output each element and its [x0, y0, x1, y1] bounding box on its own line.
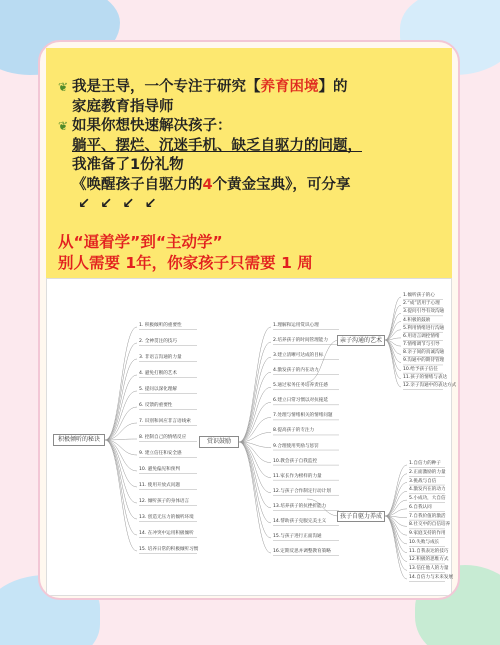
- leaf-icon: ❦: [58, 80, 69, 94]
- mind-map-top-right-item: 2.“成”活用于心理: [403, 301, 440, 307]
- mind-map-mid-item: 7.处理与情绪相关的情绪问题: [273, 413, 333, 419]
- mind-map-top-right-item: 5.利用情绪进行沟通: [403, 325, 445, 331]
- connector-line: [385, 516, 407, 561]
- connector-line: [239, 442, 271, 538]
- connector-line: [385, 474, 407, 516]
- intro-text: [58, 78, 438, 215]
- mind-map-connectors: [47, 279, 453, 597]
- mind-map-mid-item: 12.与孩子合作制定行动计划: [273, 488, 331, 494]
- mind-map-mid-item: 16.定期反思并调整教育策略: [273, 549, 331, 554]
- mind-map-mid-item: 2.培养孩子的时间管理能力: [273, 338, 328, 344]
- node-right-top: 亲子沟通的艺术: [337, 335, 385, 346]
- mind-map-bottom-right-item: 4.激发内在的动力: [409, 487, 446, 493]
- mind-map-mid-item: 5.通过家务任务培养责任感: [273, 383, 328, 389]
- mind-map-bottom-right-item: 14.自信力与未来发展: [409, 575, 454, 580]
- mind-map-left-item: 12. 倾听孩子的身体语言: [139, 499, 190, 504]
- connector-line: [385, 483, 407, 516]
- intro-line-6: 《唤醒孩子自驱力的4个黄金宝典》，可分享: [72, 176, 351, 193]
- mind-map-top-right-item: 10.给予孩子信任: [403, 366, 438, 372]
- connector-line: [385, 297, 401, 340]
- connector-line: [105, 440, 137, 519]
- mind-map-mid-item: 14.帮助孩子克服完美主义: [273, 518, 327, 524]
- mind-map-top-right-item: 7.情绪调节与引导: [403, 342, 440, 348]
- mind-map-left-item: 6. 反馈的重要性: [139, 403, 173, 408]
- headline-line-1: 从“逼着学”到“主动学”: [58, 233, 223, 251]
- mind-map-bottom-right-item: 13.信任他人的力量: [409, 566, 449, 572]
- mind-map-left-item: 2. 全神贯注的技巧: [139, 339, 178, 344]
- connector-line: [239, 327, 271, 442]
- poster-card: [38, 40, 460, 600]
- mind-map-top-right-item: 4.积极的鼓励: [403, 317, 431, 323]
- mind-map-left-item: 15. 培养日常的积极倾听习惯: [139, 547, 199, 552]
- connector-line: [385, 340, 401, 354]
- mind-map-mid-item: 6.建立日常习惯以对抗拖延: [273, 398, 328, 404]
- headline: [58, 232, 313, 274]
- mind-map-bottom-right-item: 9.家庭支持的作用: [409, 531, 446, 537]
- mind-map-bottom-right-item: 5.小成功，大自信: [409, 496, 446, 502]
- intro-line-5: 我准备了1份礼物: [72, 157, 184, 173]
- mind-map-mid-item: 1.理解和运用赏识心理: [273, 323, 319, 328]
- connector-line: [239, 372, 271, 442]
- mind-map-mid-item: 15.与孩子进行正面沟通: [273, 533, 322, 539]
- mind-map-mid-item: 3.建立清晰可达成的目标: [273, 353, 324, 359]
- connector-line: [105, 440, 137, 503]
- mind-map-mid-item: 10.教会孩子自我监控: [273, 458, 318, 464]
- mind-map-mid-item: 11.家长作为榜样的力量: [273, 473, 322, 479]
- mind-map: [46, 278, 457, 596]
- connector-line: [385, 500, 407, 516]
- intro-line-3: ❦ 如果你想快速解决孩子：: [58, 117, 438, 137]
- intro-line-2: 家庭教育指导师: [72, 98, 174, 115]
- mind-map-left-item: 11. 使用开放式问题: [139, 483, 180, 488]
- connector-line: [239, 442, 271, 553]
- mind-map-mid-item: 9.合理使用奖励与惩罚: [273, 443, 319, 449]
- mind-map-left-item: 1. 积极倾听的重要性: [139, 323, 182, 328]
- mind-map-top-right-item: 3.提问引导有效沟通: [403, 309, 445, 315]
- connector-line: [385, 516, 407, 535]
- node-center-left: 积极倾听的秘诀: [53, 434, 105, 446]
- mind-map-bottom-right-item: 11.自我表达的技巧: [409, 548, 449, 554]
- mind-map-bottom-right-item: 12.积极的思维方式: [409, 557, 449, 563]
- intro-line-4: 躺平、摆烂、沉迷手机、缺乏自驱力的问题，: [72, 137, 362, 154]
- highlight-text: 养育困境: [260, 79, 319, 95]
- mind-map-left-item: 8. 控制自己的情绪反应: [139, 435, 187, 440]
- mind-map-bottom-right-item: 8.社交中的自信培养: [409, 522, 451, 528]
- mind-map-left-item: 13. 创造无压力的倾听环境: [139, 515, 194, 520]
- mind-map-left-item: 10. 避免偏见和预判: [139, 467, 180, 472]
- mind-map-left-item: 3. 非语言沟通的力量: [139, 355, 182, 360]
- connector-line: [239, 442, 271, 523]
- mind-map-mid-item: 4.激发孩子的内在动力: [273, 368, 319, 374]
- mind-map-mid-item: 8.提高孩子的专注力: [273, 428, 315, 434]
- leaf-icon: ❦: [58, 119, 69, 133]
- mind-map-top-right-item: 6.用语言调控情绪: [403, 333, 440, 339]
- connector-line: [307, 340, 339, 382]
- mind-map-bottom-right-item: 6.自我认同: [409, 504, 432, 510]
- connector-line: [239, 342, 271, 442]
- mind-map-top-right-item: 9.沟通中的期待管理: [403, 358, 445, 364]
- down-arrows-icon: ↙↙↙↙: [78, 196, 167, 212]
- mind-map-top-right-item: 12.亲子沟通中的表达方式: [403, 383, 457, 388]
- mind-map-top-right-item: 11.孩子的情绪与表达: [403, 374, 448, 380]
- mind-map-left-item: 14. 在冲突中运用积极倾听: [139, 531, 194, 536]
- mind-map-bottom-right-item: 1.自信力的种子: [409, 461, 441, 466]
- mind-map-bottom-right-item: 2.正面激励的力量: [409, 469, 446, 475]
- connector-line: [239, 387, 271, 442]
- connector-line: [105, 343, 137, 440]
- connector-line: [385, 340, 401, 371]
- connector-line: [385, 322, 401, 340]
- mind-map-top-right-item: 8.亲子间的真诚沟通: [403, 350, 445, 356]
- connector-line: [239, 402, 271, 442]
- mind-map-bottom-right-item: 7.自我价值的激活: [409, 513, 446, 519]
- mind-map-mid-item: 13.培养孩子的抗挫折能力: [273, 503, 327, 509]
- headline-line-2: 别人需要 1年，你家孩子只需要 1 周: [58, 254, 313, 272]
- mind-map-left-item: 4. 避免打断的艺术: [139, 371, 178, 376]
- connector-line: [105, 440, 137, 471]
- connector-line: [105, 440, 137, 551]
- mind-map-bottom-right-item: 10.失败与成长: [409, 539, 440, 545]
- connector-line: [239, 442, 271, 493]
- connector-line: [105, 359, 137, 440]
- intro-line-1: ❦ 我是王导，一个专注于研究【养育困境】的: [58, 78, 438, 98]
- mind-map-bottom-right-item: 3.挑战与自信: [409, 478, 437, 484]
- mind-map-left-item: 9. 建立信任和安全感: [139, 451, 182, 456]
- mind-map-left-item: 7. 识别和回应非言语线索: [139, 419, 191, 424]
- mind-map-top-right-item: 1.倾听孩子的心: [403, 293, 435, 298]
- node-center-mid: 赏识鼓励: [199, 436, 239, 448]
- mind-map-left-item: 5. 提问以深化理解: [139, 387, 178, 392]
- node-right-bottom: 孩子自驱力养成: [337, 511, 385, 522]
